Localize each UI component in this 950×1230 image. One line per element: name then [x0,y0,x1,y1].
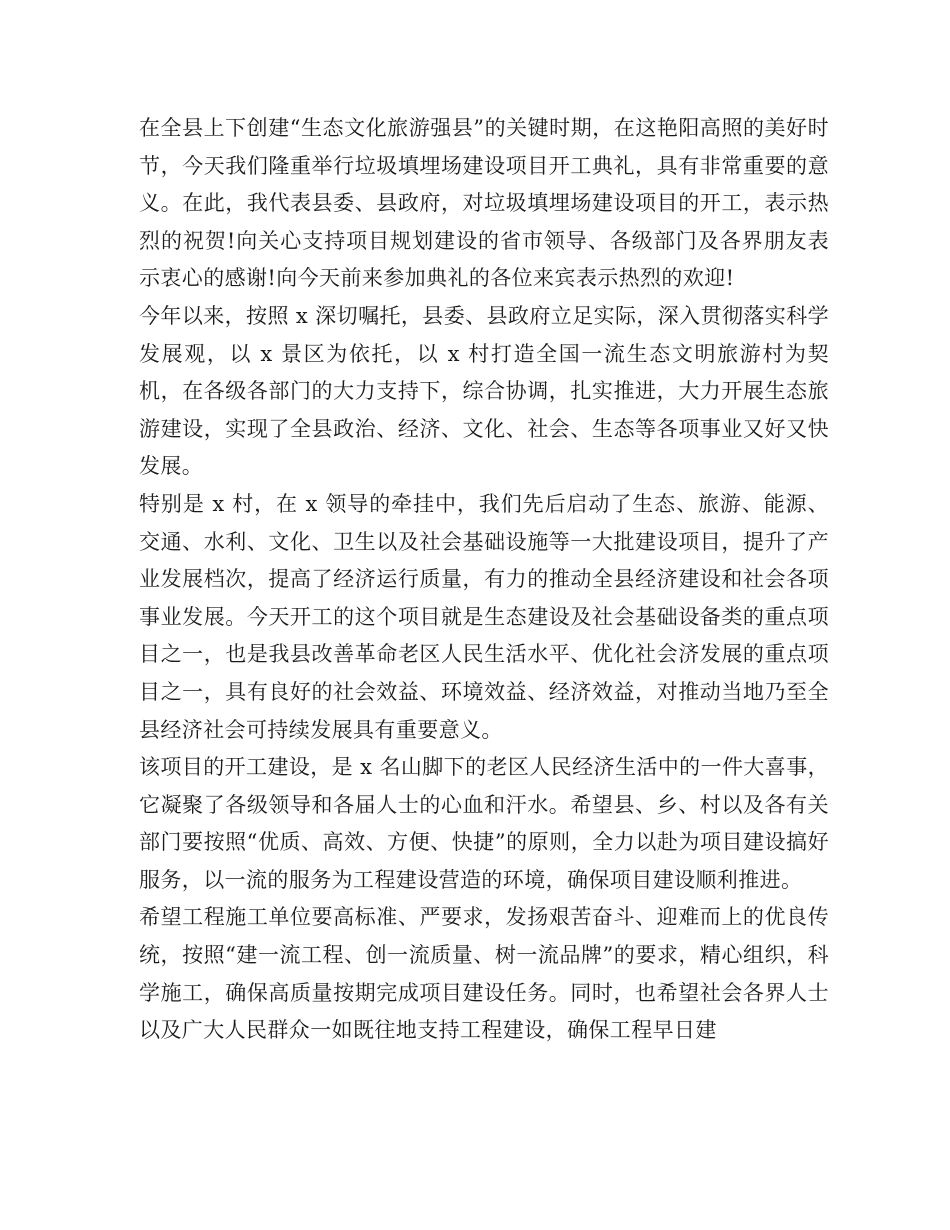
paragraph-project-significance: 该项目的开工建设，是 x 名山脚下的老区人民经济生活中的一件大喜事，它凝聚了各级领导和各届人士的心血和汗水。希望县、乡、村以及各有关部门要按照“优质、高效、方便、快捷”的原则，全力以赴为项目建设搞好服务，以一流的服务为工程建设营造的环境，确保项目建设顺利推进。 [139,755,829,892]
document-body [139,110,829,1050]
paragraph-construction-hopes: 希望工程施工单位要高标准、严要求，发扬艰苦奋斗、迎难而上的优良传统，按照“建一流工程、创一流质量、树一流品牌”的要求，精心组织，科学施工，确保高质量按期完成项目建设任务。同时，也希望社会各界人士以及广大人民群众一如既往地支持工程建设，确保工程早日建 [139,905,829,1043]
paragraph-village-projects: 特别是 x 村，在 x 领导的牵挂中，我们先后启动了生态、旅游、能源、交通、水利、文化、卫生以及社会基础设施等一大批建设项目，提升了产业发展档次，提高了经济运行质量，有力的推动全县经济建设和社会各项事业发展。今天开工的这个项目就是生态建设及社会基础设备类的重点项目之一，也是我县改善革命老区人民生活水平、优化社会济发展的重点项目之一，具有良好的社会效益、环境效益、经济效益，对推动当地乃至全县经济社会可持续发展具有重要意义。 [139,491,829,742]
paragraph-opening: 在全县上下创建“生态文化旅游强县”的关键时期，在这艳阳高照的美好时节，今天我们隆重举行垃圾填埋场建设项目开工典礼，具有非常重要的意义。在此，我代表县委、县政府，对垃圾填埋场建设项目的开工，表示热烈的祝贺!向关心支持项目规划建设的省市领导、各级部门及各界朋友表示衷心的感谢!向今天前来参加典礼的各位来宾表示热烈的欢迎! [139,116,829,291]
paragraph-development: 今年以来，按照 x 深切嘱托，县委、县政府立足实际，深入贯彻落实科学发展观，以 x 景区为依托，以 x 村打造全国一流生态文明旅游村为契机，在各级各部门的大力支持下，综合协调，扎实推进，大力开展生态旅游建设，实现了全县政治、经济、文化、社会、生态等各项事业又好又快发展。 [139,303,829,479]
